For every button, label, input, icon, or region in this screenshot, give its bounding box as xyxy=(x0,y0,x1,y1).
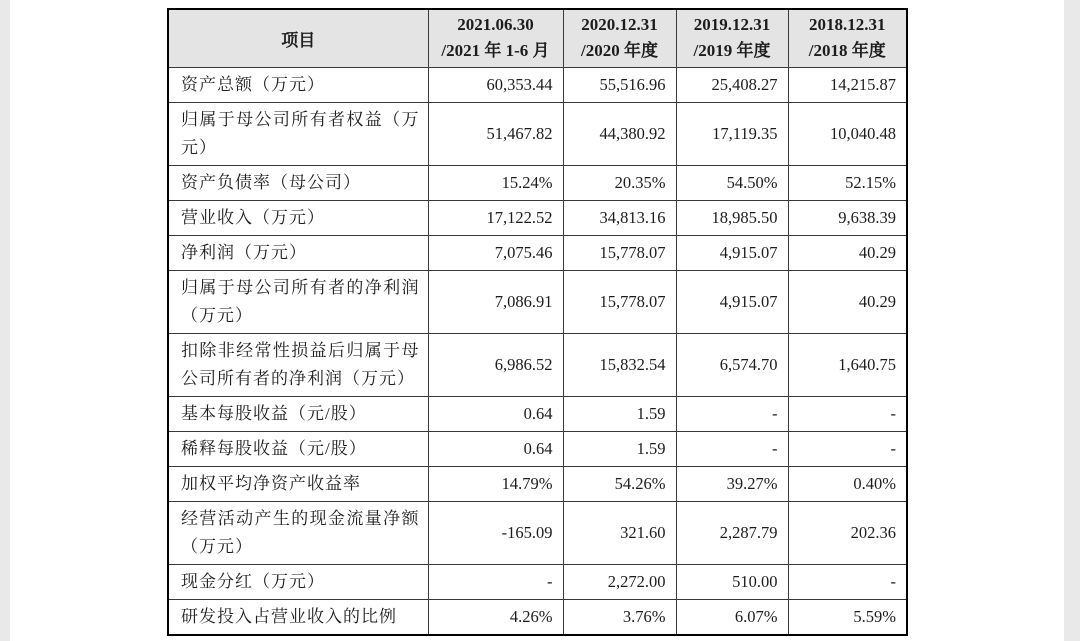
period-label-line: /2021 年 1-6 月 xyxy=(441,41,550,61)
row-value: - xyxy=(676,396,788,431)
col-header-item: 项目 xyxy=(168,9,428,67)
page-gutter-left xyxy=(0,0,10,641)
period-label-line: /2019 年度 xyxy=(693,41,771,61)
table-row xyxy=(168,333,907,396)
row-value: - xyxy=(788,396,907,431)
row-value: 9,638.39 xyxy=(788,200,907,235)
row-value: 15,778.07 xyxy=(563,270,676,333)
table-sheet xyxy=(167,8,908,636)
row-value: 6.07% xyxy=(676,599,788,635)
row-value: 4.26% xyxy=(428,599,563,635)
table-row xyxy=(168,102,907,165)
row-value: - xyxy=(428,564,563,599)
row-value: 321.60 xyxy=(563,501,676,564)
row-label: 归属于母公司所有者的净利润（万元） xyxy=(168,270,428,333)
row-label: 归属于母公司所有者权益（万元） xyxy=(168,102,428,165)
row-value: 40.29 xyxy=(788,270,907,333)
row-value: 51,467.82 xyxy=(428,102,563,165)
row-value: 6,986.52 xyxy=(428,333,563,396)
period-date-line: 2019.12.31 xyxy=(693,15,771,35)
row-label: 资产总额（万元） xyxy=(168,67,428,102)
table-body xyxy=(168,67,907,635)
row-label: 加权平均净资产收益率 xyxy=(168,466,428,501)
row-value: 6,574.70 xyxy=(676,333,788,396)
row-value: 0.40% xyxy=(788,466,907,501)
row-value: 1,640.75 xyxy=(788,333,907,396)
col-header-period-2018 xyxy=(788,9,907,67)
table-row xyxy=(168,501,907,564)
row-value: 14.79% xyxy=(428,466,563,501)
row-value: 2,287.79 xyxy=(676,501,788,564)
col-header-period-2019 xyxy=(676,9,788,67)
table-row xyxy=(168,466,907,501)
period-label-line: /2020 年度 xyxy=(581,41,658,61)
row-value: 10,040.48 xyxy=(788,102,907,165)
row-value: 25,408.27 xyxy=(676,67,788,102)
row-value: 202.36 xyxy=(788,501,907,564)
row-value: 15.24% xyxy=(428,165,563,200)
row-value: 3.76% xyxy=(563,599,676,635)
row-value: 17,122.52 xyxy=(428,200,563,235)
row-value: 15,778.07 xyxy=(563,235,676,270)
period-date-line: 2018.12.31 xyxy=(809,15,886,35)
table-row xyxy=(168,564,907,599)
period-date-line: 2020.12.31 xyxy=(581,15,658,35)
row-value: 7,086.91 xyxy=(428,270,563,333)
table-row xyxy=(168,200,907,235)
row-value: 54.26% xyxy=(563,466,676,501)
row-value: 39.27% xyxy=(676,466,788,501)
page-gutter-right xyxy=(1064,0,1080,641)
header-row xyxy=(168,9,907,67)
row-value: 0.64 xyxy=(428,396,563,431)
row-value: 34,813.16 xyxy=(563,200,676,235)
row-label: 扣除非经常性损益后归属于母公司所有者的净利润（万元） xyxy=(168,333,428,396)
row-value: 18,985.50 xyxy=(676,200,788,235)
row-value: 2,272.00 xyxy=(563,564,676,599)
row-label: 基本每股收益（元/股） xyxy=(168,396,428,431)
table-row xyxy=(168,599,907,635)
row-value: - xyxy=(676,431,788,466)
row-value: 17,119.35 xyxy=(676,102,788,165)
table-row xyxy=(168,270,907,333)
row-value: 60,353.44 xyxy=(428,67,563,102)
row-value: -165.09 xyxy=(428,501,563,564)
row-value: 510.00 xyxy=(676,564,788,599)
row-value: 15,832.54 xyxy=(563,333,676,396)
table-row xyxy=(168,165,907,200)
row-value: 4,915.07 xyxy=(676,235,788,270)
row-value: - xyxy=(788,564,907,599)
row-value: 14,215.87 xyxy=(788,67,907,102)
row-label: 资产负债率（母公司） xyxy=(168,165,428,200)
row-value: 5.59% xyxy=(788,599,907,635)
row-value: 20.35% xyxy=(563,165,676,200)
row-value: 1.59 xyxy=(563,396,676,431)
row-value: 44,380.92 xyxy=(563,102,676,165)
table-row xyxy=(168,396,907,431)
row-label: 稀释每股收益（元/股） xyxy=(168,431,428,466)
financial-indicators-table xyxy=(167,8,908,636)
table-row xyxy=(168,431,907,466)
row-value: - xyxy=(788,431,907,466)
row-value: 0.64 xyxy=(428,431,563,466)
period-date-line: 2021.06.30 xyxy=(457,15,534,35)
period-label-line: /2018 年度 xyxy=(808,41,886,61)
row-value: 52.15% xyxy=(788,165,907,200)
col-header-period-2020 xyxy=(563,9,676,67)
row-value: 4,915.07 xyxy=(676,270,788,333)
row-label: 净利润（万元） xyxy=(168,235,428,270)
row-value: 54.50% xyxy=(676,165,788,200)
row-label: 现金分红（万元） xyxy=(168,564,428,599)
row-value: 40.29 xyxy=(788,235,907,270)
row-value: 55,516.96 xyxy=(563,67,676,102)
col-header-period-2021 xyxy=(428,9,563,67)
table-row xyxy=(168,67,907,102)
row-label: 研发投入占营业收入的比例 xyxy=(168,599,428,635)
row-value: 7,075.46 xyxy=(428,235,563,270)
row-value: 1.59 xyxy=(563,431,676,466)
row-label: 经营活动产生的现金流量净额（万元） xyxy=(168,501,428,564)
row-label: 营业收入（万元） xyxy=(168,200,428,235)
table-row xyxy=(168,235,907,270)
